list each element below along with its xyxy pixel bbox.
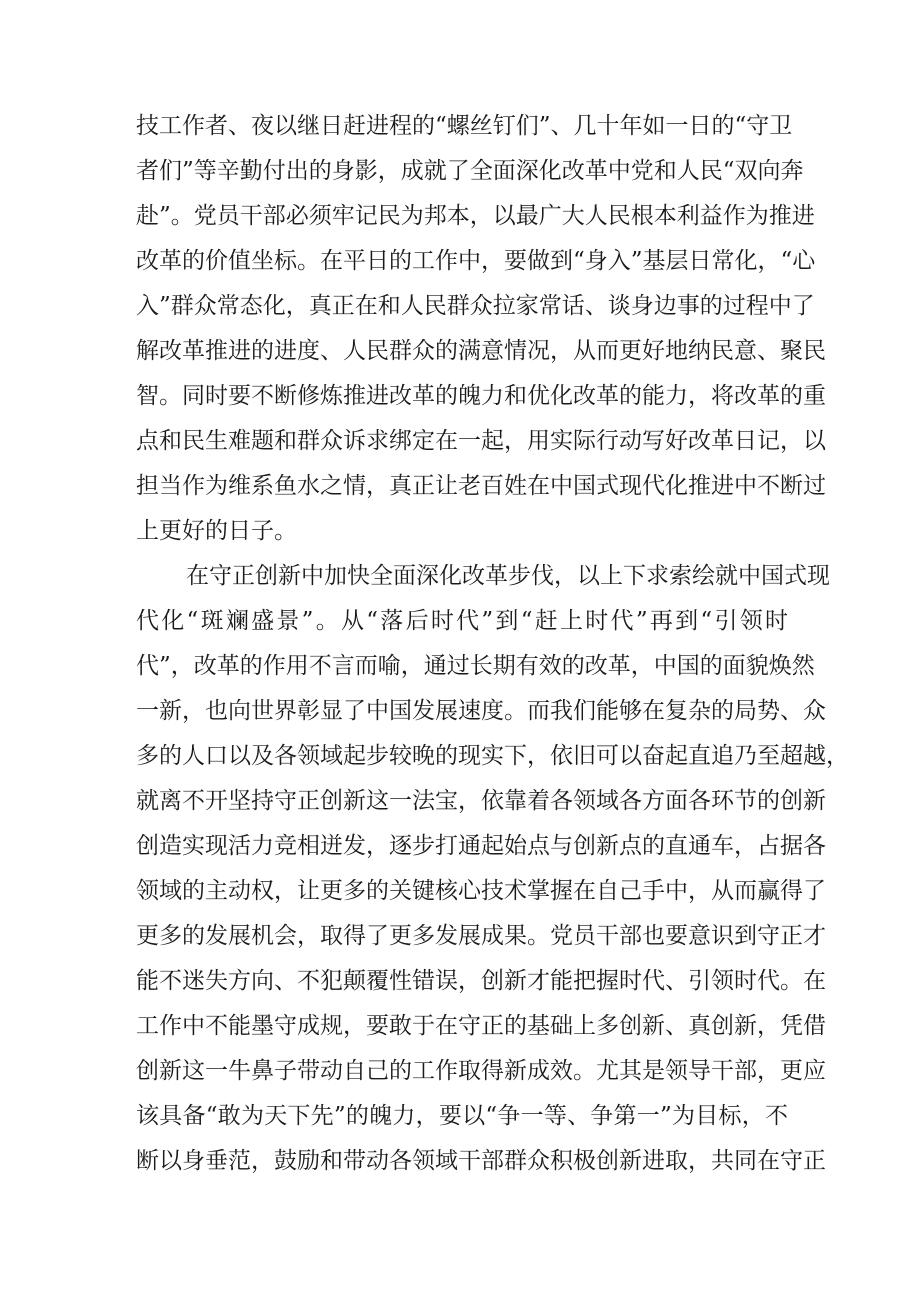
text-line: 能不迷失方向、不犯颠覆性错误，创新才能把握时代、引领时代。在 <box>136 968 826 994</box>
text-line: 改革的价值坐标。在平日的工作中，要做到“身入”基层日常化，“心 <box>136 248 816 274</box>
text-line: 代化“斑斓盛景”。从“落后时代”到“赶上时代”再到“引领时 <box>136 608 788 634</box>
text-line: 技工作者、夜以继日赶进程的“螺丝钉们”、几十年如一日的“守卫 <box>136 113 793 139</box>
text-line: 领域的主动权，让更多的关键核心技术掌握在自己手中，从而赢得了 <box>136 878 826 904</box>
text-line: 赴”。党员干部必须牢记民为邦本，以最广大人民根本利益作为推进 <box>136 203 815 229</box>
text-line: 解改革推进的进度、人民群众的满意情况，从而更好地纳民意、聚民 <box>136 338 826 364</box>
text-line: 担当作为维系鱼水之情，真正让老百姓在中国式现代化推进中不断过 <box>136 473 826 499</box>
text-line: 入”群众常态化，真正在和人民群众拉家常话、谈身边事的过程中了 <box>136 293 815 319</box>
text-line: 就离不开坚持守正创新这一法宝，依靠着各领域各方面各环节的创新 <box>136 788 826 814</box>
text-line: 代”，改革的作用不言而喻，通过长期有效的改革，中国的面貌焕然 <box>136 653 815 679</box>
text-line: 智。同时要不断修炼推进改革的魄力和优化改革的能力，将改革的重 <box>136 383 826 409</box>
text-line: 更多的发展机会，取得了更多发展成果。党员干部也要意识到守正才 <box>136 923 826 949</box>
paragraph-first-line: 在守正创新中加快全面深化改革步伐，以上下求索绘就中国式现 <box>186 563 830 589</box>
text-line: 断以身垂范，鼓励和带动各领域干部群众积极创新进取，共同在守正 <box>136 1148 826 1174</box>
text-line: 创造实现活力竞相迸发，逐步打通起始点与创新点的直通车，占据各 <box>136 833 826 859</box>
text-line: 点和民生难题和群众诉求绑定在一起，用实际行动写好改革日记，以 <box>136 428 826 454</box>
text-line: 上更好的日子。 <box>136 518 297 544</box>
text-line: 工作中不能墨守成规，要敢于在守正的基础上多创新、真创新，凭借 <box>136 1013 826 1039</box>
text-line: 该具备“敢为天下先”的魄力，要以“争一等、争第一”为目标，不 <box>136 1103 788 1129</box>
text-line: 多的人口以及各领域起步较晚的现实下，依旧可以奋起直追乃至超越， <box>136 743 849 769</box>
text-line: 创新这一牛鼻子带动自己的工作取得新成效。尤其是领导干部，更应 <box>136 1058 826 1084</box>
text-line: 者们”等辛勤付出的身影，成就了全面深化改革中党和人民“双向奔 <box>136 158 804 184</box>
text-line: 一新，也向世界彰显了中国发展速度。而我们能够在复杂的局势、众 <box>136 698 826 724</box>
